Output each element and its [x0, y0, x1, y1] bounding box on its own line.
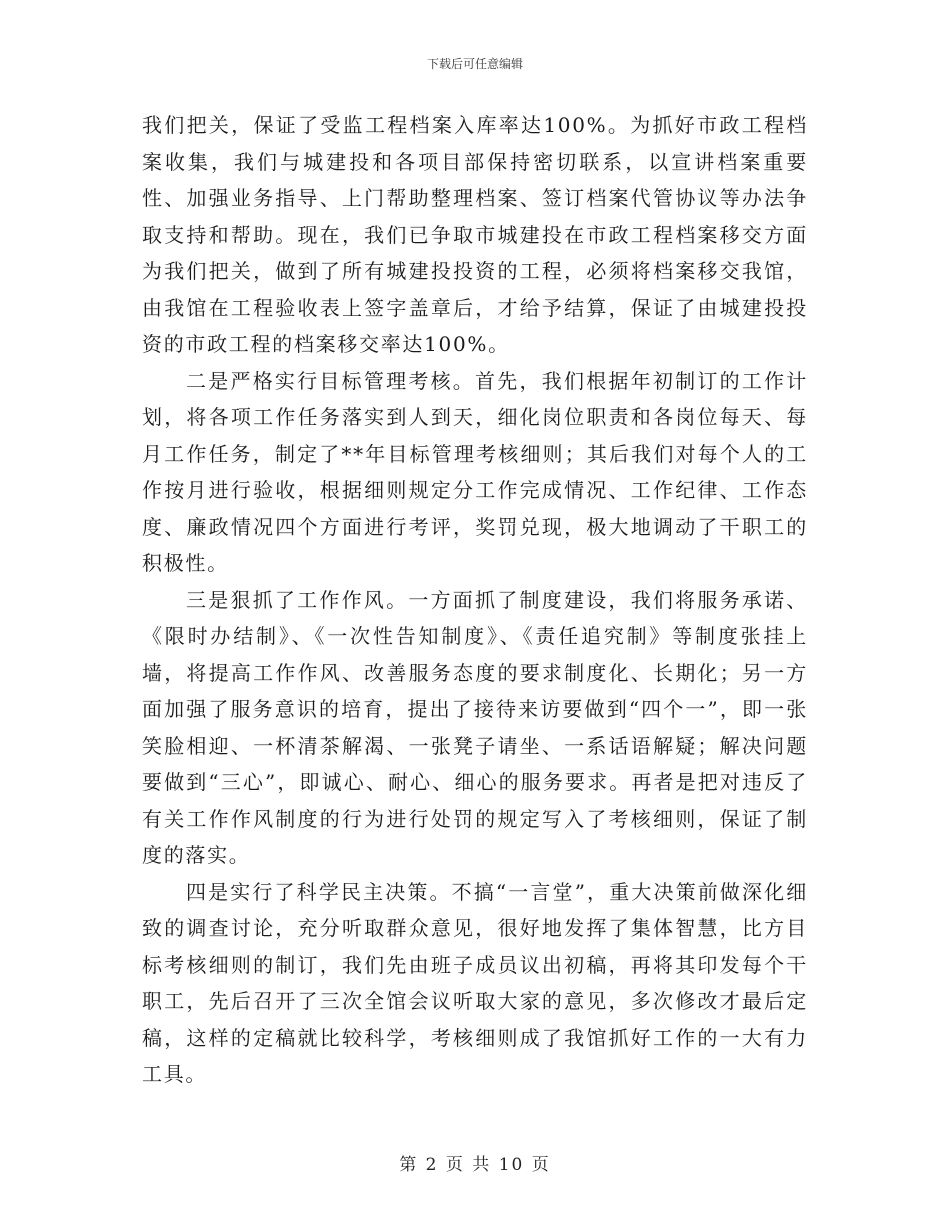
- paragraph-democratic-decision: 四是实行了科学民主决策。不搞“一言堂”，重大决策前做深化细致的调查讨论，充分听取群众意见，很好地发挥了集体智慧，比方目标考核细则的制订，我们先由班子成员议出初稿，再将其印发每个干职工，先后召开了三次全馆会议听取大家的意见，多次修改才最后定稿，这样的定稿就比较科学，考核细则成了我馆抓好工作的一大有力工具。: [142, 879, 808, 1086]
- paragraph-work-style: 三是狠抓了工作作风。一方面抓了制度建设，我们将服务承诺、《限时办结制》、《一次性告知制度》、《责任追究制》等制度张挂上墙，将提高工作作风、改善服务态度的要求制度化、长期化；另一方面加强了服务意识的培育，提出了接待来访要做到“四个一”，即一张笑脸相迎、一杯清茶解渴、一张凳子请坐、一系话语解疑；解决问题要做到“三心”，即诚心、耐心、细心的服务要求。再者是把对违反了有关工作作风制度的行为进行处罚的规定写入了考核细则，保证了制度的落实。: [142, 587, 808, 867]
- document-body: [142, 107, 808, 1093]
- page-number: 第 2 页 共 10 页: [399, 1155, 551, 1175]
- paragraph-continuation: 我们把关，保证了受监工程档案入库率达100%。为抓好市政工程档案收集，我们与城建投和各项目部保持密切联系，以宣讲档案重要性、加强业务指导、上门帮助整理档案、签订档案代管协议等办法争取支持和帮助。现在，我们已争取市城建投在市政工程档案移交方面为我们把关，做到了所有城建投投资的工程，必须将档案移交我馆，由我馆在工程验收表上签字盖章后，才给予结算，保证了由城建投投资的市政工程的档案移交率达100%。: [142, 113, 808, 356]
- paragraph-target-management: 二是严格实行目标管理考核。首先，我们根据年初制订的工作计划，将各项工作任务落实到人到天，细化岗位职责和各岗位每天、每月工作任务，制定了**年目标管理考核细则；其后我们对每个人的工作按月进行验收，根据细则规定分工作完成情况、工作纪律、工作态度、廉政情况四个方面进行考评，奖罚兑现，极大地调动了干职工的积极性。: [142, 368, 808, 575]
- header-note: 下载后可任意编辑: [426, 57, 523, 71]
